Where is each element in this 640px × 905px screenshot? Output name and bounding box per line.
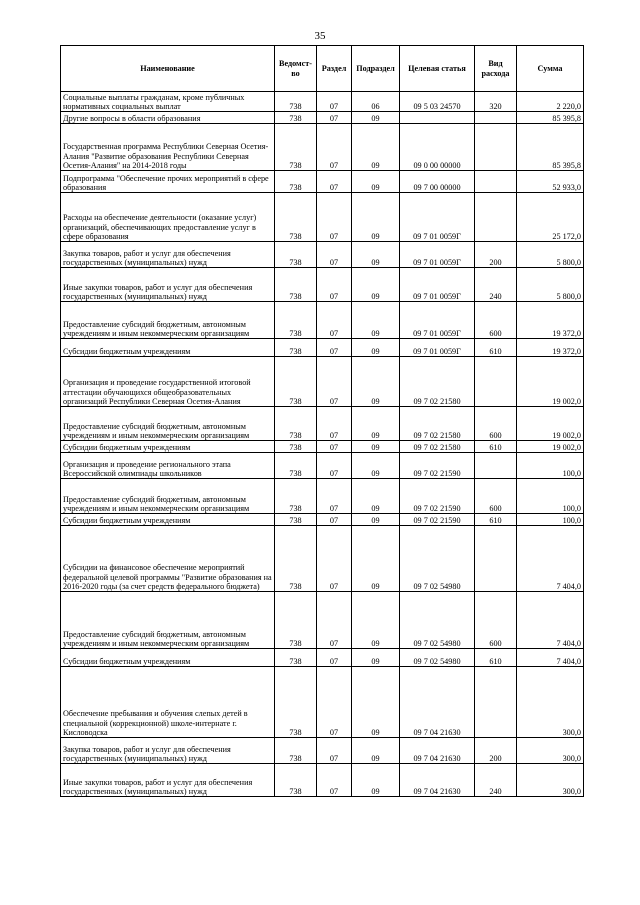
row-target: 09 7 04 21630 [400, 738, 475, 764]
row-section: 07 [317, 112, 352, 124]
row-target [400, 112, 475, 124]
row-target: 09 5 03 24570 [400, 92, 475, 112]
table-row [61, 124, 584, 171]
row-target: 09 7 01 0059Г [400, 193, 475, 242]
row-target: 09 7 04 21630 [400, 667, 475, 738]
row-subsection: 09 [352, 592, 400, 649]
row-expense-type [475, 112, 517, 124]
row-section: 07 [317, 453, 352, 479]
row-section: 07 [317, 171, 352, 193]
row-name: Государственная программа Республики Северная Осетия-Алания "Развитие образования Республики Северная Осетия-Алания" на 2014-2018 годы [61, 124, 275, 171]
row-expense-type [475, 124, 517, 171]
table-row [61, 453, 584, 479]
row-target: 09 7 02 21590 [400, 479, 475, 514]
row-expense-type: 610 [475, 649, 517, 667]
row-section: 07 [317, 764, 352, 797]
row-target: 09 7 02 54980 [400, 592, 475, 649]
row-ministry: 738 [275, 302, 317, 339]
row-amount: 85 395,8 [517, 124, 584, 171]
row-expense-type: 320 [475, 92, 517, 112]
table-row [61, 112, 584, 124]
row-target: 09 7 01 0059Г [400, 242, 475, 268]
row-target: 09 7 02 21580 [400, 441, 475, 453]
row-subsection: 09 [352, 407, 400, 441]
table-row [61, 514, 584, 526]
row-subsection: 06 [352, 92, 400, 112]
row-subsection: 09 [352, 649, 400, 667]
row-expense-type: 610 [475, 339, 517, 357]
row-expense-type: 600 [475, 407, 517, 441]
row-amount: 19 372,0 [517, 339, 584, 357]
row-ministry: 738 [275, 92, 317, 112]
header-expense-type: Вид расхода [475, 46, 517, 92]
table-row [61, 592, 584, 649]
row-section: 07 [317, 339, 352, 357]
row-name: Субсидии бюджетным учреждениям [61, 339, 275, 357]
row-name: Субсидии на финансовое обеспечение мероприятий федеральной целевой программы "Развитие образования на 2016-2020 годы (за счет средств федерального бюджета) [61, 526, 275, 592]
row-amount: 19 002,0 [517, 357, 584, 407]
row-ministry: 738 [275, 357, 317, 407]
row-section: 07 [317, 592, 352, 649]
row-amount: 19 372,0 [517, 302, 584, 339]
row-name: Закупка товаров, работ и услуг для обеспечения государственных (муниципальных) нужд [61, 242, 275, 268]
row-subsection: 09 [352, 302, 400, 339]
row-ministry: 738 [275, 171, 317, 193]
table-header-row [61, 46, 584, 92]
header-section: Раздел [317, 46, 352, 92]
row-name: Субсидии бюджетным учреждениям [61, 441, 275, 453]
row-amount: 100,0 [517, 453, 584, 479]
row-section: 07 [317, 649, 352, 667]
row-expense-type: 600 [475, 302, 517, 339]
row-ministry: 738 [275, 339, 317, 357]
row-ministry: 738 [275, 242, 317, 268]
page-number: 35 [314, 30, 326, 42]
row-target: 09 7 04 21630 [400, 764, 475, 797]
table-row [61, 339, 584, 357]
row-ministry: 738 [275, 514, 317, 526]
table-row [61, 479, 584, 514]
row-target: 09 7 02 21590 [400, 453, 475, 479]
row-target: 09 7 02 21580 [400, 407, 475, 441]
row-section: 07 [317, 242, 352, 268]
row-expense-type [475, 667, 517, 738]
row-ministry: 738 [275, 407, 317, 441]
row-expense-type: 240 [475, 764, 517, 797]
table-row [61, 441, 584, 453]
row-ministry: 738 [275, 268, 317, 302]
table-row [61, 242, 584, 268]
table-row [61, 667, 584, 738]
row-expense-type [475, 193, 517, 242]
table-row [61, 92, 584, 112]
row-amount: 85 395,8 [517, 112, 584, 124]
row-section: 07 [317, 441, 352, 453]
row-ministry: 738 [275, 453, 317, 479]
row-target: 09 7 02 54980 [400, 649, 475, 667]
row-ministry: 738 [275, 592, 317, 649]
row-subsection: 09 [352, 193, 400, 242]
table-row [61, 526, 584, 592]
row-name: Организация и проведение регионального этапа Всероссийской олимпиады школьников [61, 453, 275, 479]
row-section: 07 [317, 514, 352, 526]
row-amount: 300,0 [517, 764, 584, 797]
row-ministry: 738 [275, 526, 317, 592]
row-name: Предоставление субсидий бюджетным, автономным учреждениям и иным некоммерческим организациям [61, 407, 275, 441]
row-target: 09 7 02 54980 [400, 526, 475, 592]
row-subsection: 09 [352, 171, 400, 193]
row-amount: 100,0 [517, 514, 584, 526]
row-expense-type: 610 [475, 441, 517, 453]
row-expense-type: 610 [475, 514, 517, 526]
row-target: 09 7 01 0059Г [400, 339, 475, 357]
row-expense-type: 600 [475, 592, 517, 649]
row-name: Подпрограмма "Обеспечение прочих мероприятий в сфере образования [61, 171, 275, 193]
row-subsection: 09 [352, 242, 400, 268]
header-target: Целевая статья [400, 46, 475, 92]
row-amount: 19 002,0 [517, 441, 584, 453]
row-name: Иные закупки товаров, работ и услуг для обеспечения государственных (муниципальных) нужд [61, 268, 275, 302]
row-amount: 300,0 [517, 667, 584, 738]
row-name: Социальные выплаты гражданам, кроме публичных нормативных социальных выплат [61, 92, 275, 112]
header-amount: Сумма [517, 46, 584, 92]
row-name: Предоставление субсидий бюджетным, автономным учреждениям и иным некоммерческим организациям [61, 302, 275, 339]
row-amount: 19 002,0 [517, 407, 584, 441]
row-section: 07 [317, 193, 352, 242]
row-subsection: 09 [352, 112, 400, 124]
row-ministry: 738 [275, 738, 317, 764]
row-section: 07 [317, 667, 352, 738]
budget-table [60, 45, 584, 797]
row-ministry: 738 [275, 112, 317, 124]
row-amount: 7 404,0 [517, 526, 584, 592]
row-name: Другие вопросы в области образования [61, 112, 275, 124]
row-amount: 5 800,0 [517, 242, 584, 268]
row-ministry: 738 [275, 441, 317, 453]
table-row [61, 764, 584, 797]
row-ministry: 738 [275, 649, 317, 667]
row-expense-type [475, 453, 517, 479]
table-row [61, 193, 584, 242]
row-name: Субсидии бюджетным учреждениям [61, 514, 275, 526]
row-target: 09 7 02 21580 [400, 357, 475, 407]
row-subsection: 09 [352, 268, 400, 302]
row-target: 09 7 01 0059Г [400, 268, 475, 302]
header-ministry: Ведомст-во [275, 46, 317, 92]
row-name: Предоставление субсидий бюджетным, автономным учреждениям и иным некоммерческим организациям [61, 479, 275, 514]
row-name: Расходы на обеспечение деятельности (оказание услуг) организаций, обеспечивающих предоставление услуг в сфере образования [61, 193, 275, 242]
row-expense-type: 200 [475, 738, 517, 764]
row-ministry: 738 [275, 479, 317, 514]
row-target: 09 7 02 21590 [400, 514, 475, 526]
table-row [61, 268, 584, 302]
row-target: 09 7 01 0059Г [400, 302, 475, 339]
row-expense-type [475, 357, 517, 407]
row-amount: 100,0 [517, 479, 584, 514]
table-row [61, 357, 584, 407]
row-subsection: 09 [352, 453, 400, 479]
row-section: 07 [317, 124, 352, 171]
row-amount: 25 172,0 [517, 193, 584, 242]
row-name: Иные закупки товаров, работ и услуг для обеспечения государственных (муниципальных) нужд [61, 764, 275, 797]
row-subsection: 09 [352, 738, 400, 764]
header-name: Наименование [61, 46, 275, 92]
row-ministry: 738 [275, 124, 317, 171]
row-subsection: 09 [352, 357, 400, 407]
table-row [61, 649, 584, 667]
row-expense-type: 600 [475, 479, 517, 514]
row-ministry: 738 [275, 193, 317, 242]
row-expense-type [475, 526, 517, 592]
row-subsection: 09 [352, 514, 400, 526]
table-row [61, 738, 584, 764]
row-amount: 300,0 [517, 738, 584, 764]
row-ministry: 738 [275, 764, 317, 797]
row-subsection: 09 [352, 667, 400, 738]
row-subsection: 09 [352, 526, 400, 592]
row-section: 07 [317, 92, 352, 112]
row-subsection: 09 [352, 441, 400, 453]
row-subsection: 09 [352, 479, 400, 514]
row-target: 09 0 00 00000 [400, 124, 475, 171]
row-amount: 2 220,0 [517, 92, 584, 112]
table-row [61, 171, 584, 193]
row-section: 07 [317, 302, 352, 339]
table-row [61, 302, 584, 339]
row-subsection: 09 [352, 764, 400, 797]
row-expense-type: 240 [475, 268, 517, 302]
row-name: Предоставление субсидий бюджетным, автономным учреждениям и иным некоммерческим организациям [61, 592, 275, 649]
row-section: 07 [317, 268, 352, 302]
row-subsection: 09 [352, 124, 400, 171]
header-subsection: Подраздел [352, 46, 400, 92]
row-ministry: 738 [275, 667, 317, 738]
table-row [61, 407, 584, 441]
row-name: Субсидии бюджетным учреждениям [61, 649, 275, 667]
row-amount: 52 933,0 [517, 171, 584, 193]
row-section: 07 [317, 479, 352, 514]
row-expense-type: 200 [475, 242, 517, 268]
row-section: 07 [317, 526, 352, 592]
row-target: 09 7 00 00000 [400, 171, 475, 193]
row-amount: 5 800,0 [517, 268, 584, 302]
row-section: 07 [317, 738, 352, 764]
row-expense-type [475, 171, 517, 193]
row-name: Обеспечение пребывания и обучения слепых детей в специальной (коррекционной) школе-интернате г. Кисловодска [61, 667, 275, 738]
row-name: Организация и проведение государственной итоговой аттестации обучающихся общеобразовательных организаций Республики Северная Осетия-Алания [61, 357, 275, 407]
row-section: 07 [317, 357, 352, 407]
row-amount: 7 404,0 [517, 649, 584, 667]
row-section: 07 [317, 407, 352, 441]
row-name: Закупка товаров, работ и услуг для обеспечения государственных (муниципальных) нужд [61, 738, 275, 764]
row-amount: 7 404,0 [517, 592, 584, 649]
row-subsection: 09 [352, 339, 400, 357]
